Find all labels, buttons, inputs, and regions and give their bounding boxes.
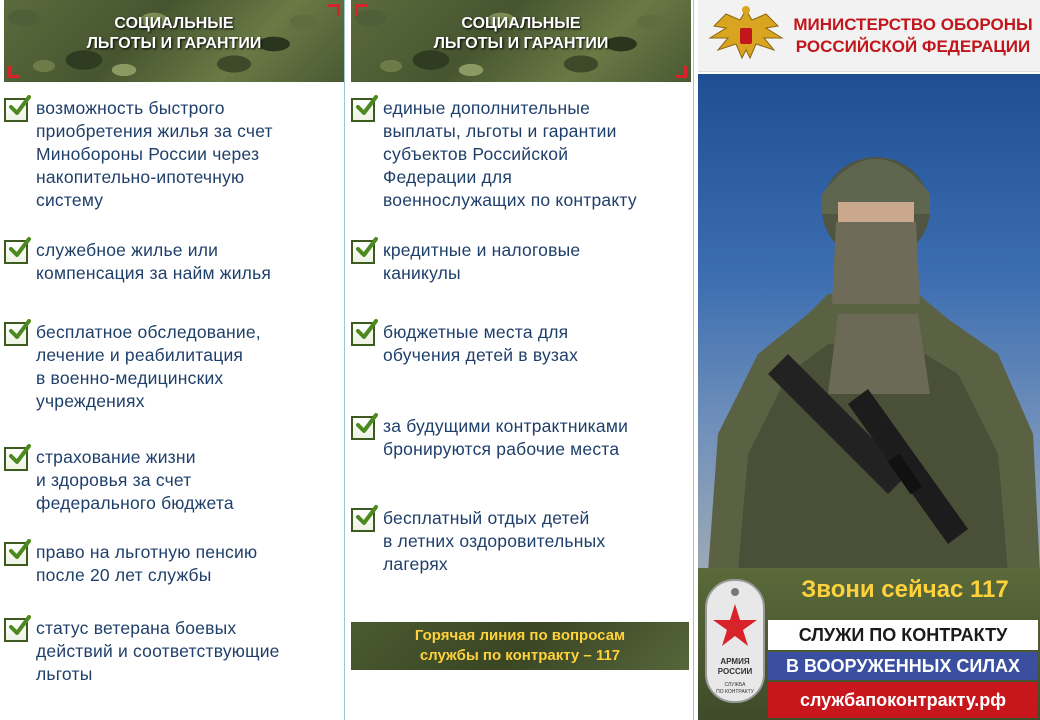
ministry-header xyxy=(698,0,1040,72)
svg-text:АРМИЯ: АРМИЯ xyxy=(720,657,750,666)
checkbox-check-icon xyxy=(4,542,28,566)
benefit-text: бесплатное обследование, лечение и реабилитация в военно-медицинских учреждениях xyxy=(36,322,261,411)
checkbox-check-icon xyxy=(351,240,375,264)
corner-mark xyxy=(675,66,687,78)
svg-text:СЛУЖБА: СЛУЖБА xyxy=(724,682,746,688)
army-star-icon xyxy=(704,578,766,704)
section-header-left xyxy=(4,0,344,82)
section-title: СОЦИАЛЬНЫЕ ЛЬГОТЫ И ГАРАНТИИ xyxy=(86,15,262,52)
section-title: СОЦИАЛЬНЫЕ ЛЬГОТЫ И ГАРАНТИИ xyxy=(433,15,609,52)
promo-column-right xyxy=(694,0,1040,720)
checkbox-check-icon xyxy=(4,240,28,264)
corner-mark xyxy=(8,66,20,78)
corner-mark xyxy=(355,4,367,16)
corner-mark xyxy=(328,4,340,16)
benefit-item xyxy=(351,507,695,576)
hotline-banner: Горячая линия по вопросам службы по контракту – 117 xyxy=(351,622,689,670)
contract-promo xyxy=(698,568,1040,720)
soldier-photo xyxy=(698,74,1040,572)
benefit-item xyxy=(4,617,340,686)
section-header-middle xyxy=(351,0,691,82)
checkbox-check-icon xyxy=(4,618,28,642)
ministry-title: МИНИСТЕРСТВО ОБОРОНЫ РОССИЙСКОЙ ФЕДЕРАЦИИ xyxy=(793,15,1033,56)
benefit-text: статус ветерана боевых действий и соответствующие льготы xyxy=(36,618,280,684)
benefit-text: бесплатный отдых детей в летних оздоровительных лагерях xyxy=(383,508,606,574)
benefit-item xyxy=(4,446,340,515)
benefit-item xyxy=(351,239,695,285)
benefit-item xyxy=(4,239,340,285)
benefit-text: за будущими контрактниками бронируются рабочие места xyxy=(383,416,629,459)
benefit-text: право на льготную пенсию после 20 лет службы xyxy=(36,542,258,585)
benefit-text: единые дополнительные выплаты, льготы и гарантии субъектов Российской Федерации для военнослужащих по контракту xyxy=(383,98,637,210)
benefit-text: страхование жизни и здоровья за счет федерального бюджета xyxy=(36,447,234,513)
benefit-item xyxy=(351,97,695,212)
website-link[interactable]: службапоконтракту.рф xyxy=(768,682,1038,718)
benefit-item xyxy=(4,541,340,587)
armed-forces-text: В ВООРУЖЕННЫХ СИЛАХ xyxy=(768,652,1038,680)
checkbox-check-icon xyxy=(4,447,28,471)
benefit-text: возможность быстрого приобретения жилья за счет Минобороны России через накопительно-ипотечную систему xyxy=(36,98,273,210)
benefits-column-left xyxy=(0,0,344,720)
serve-contract-text: СЛУЖИ ПО КОНТРАКТУ xyxy=(768,620,1038,650)
svg-text:РОССИИ: РОССИИ xyxy=(717,667,753,676)
benefits-column-middle xyxy=(344,0,694,720)
checkbox-check-icon xyxy=(351,508,375,532)
checkbox-check-icon xyxy=(351,416,375,440)
benefit-item xyxy=(4,321,340,413)
benefit-item xyxy=(4,97,340,212)
checkbox-check-icon xyxy=(351,322,375,346)
svg-text:ПО КОНТРАКТУ: ПО КОНТРАКТУ xyxy=(716,689,754,695)
benefit-item xyxy=(351,321,695,367)
call-now-text: Звони сейчас 117 xyxy=(801,576,1009,603)
checkbox-check-icon xyxy=(351,98,375,122)
checkbox-check-icon xyxy=(4,322,28,346)
benefit-text: бюджетные места для обучения детей в вузах xyxy=(383,322,579,365)
checkbox-check-icon xyxy=(4,98,28,122)
double-headed-eagle-icon xyxy=(704,4,788,66)
benefit-text: служебное жилье или компенсация за найм жилья xyxy=(36,240,272,283)
benefit-item xyxy=(351,415,695,461)
benefit-text: кредитные и налоговые каникулы xyxy=(383,240,581,283)
